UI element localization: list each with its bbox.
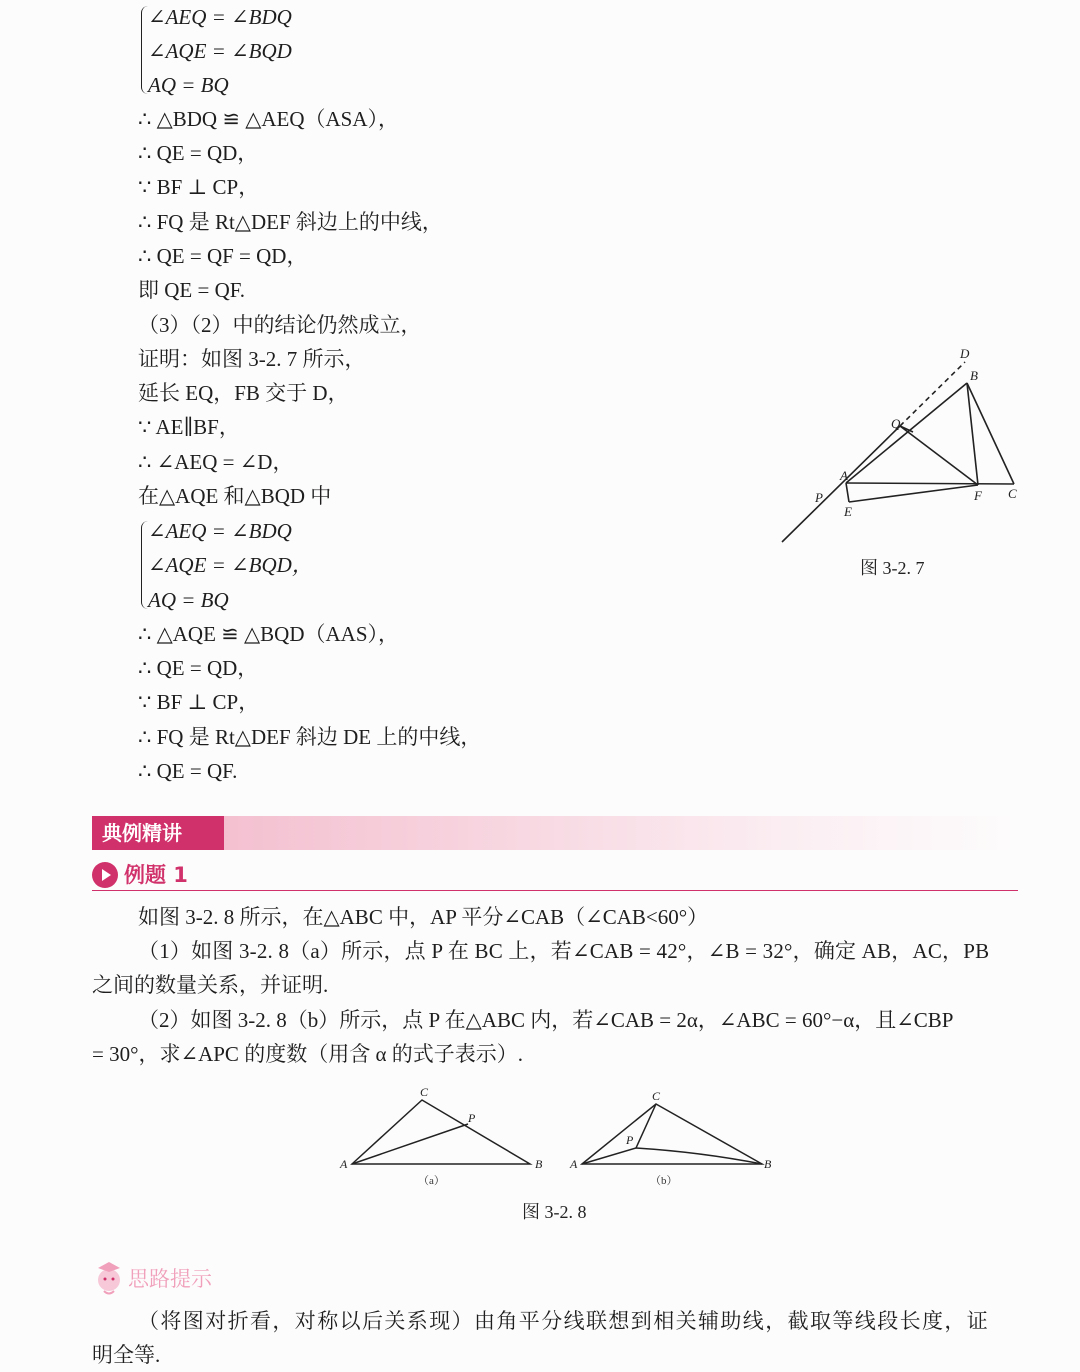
- proof-line: 延长 EQ，FB 交于 D，: [138, 381, 349, 405]
- example-intro: 如图 3-2. 8 所示，在△ABC 中，AP 平分∠CAB（∠CAB<60°）: [138, 905, 709, 929]
- line-bf: [967, 383, 978, 485]
- label-a-b: A: [570, 1157, 578, 1171]
- figure-3-2-7: [770, 340, 1040, 550]
- triangle-b: [582, 1104, 762, 1164]
- line-ab: [846, 383, 967, 483]
- label-e: E: [844, 504, 852, 519]
- proof-line: （3）（2）中的结论仍然成立，: [138, 313, 422, 337]
- question-2-cont: = 30°，求∠APC 的度数（用含 α 的式子表示）.: [92, 1042, 523, 1066]
- play-icon: [92, 862, 118, 888]
- proof-line: ∵ BF ⊥ CP，: [138, 690, 260, 714]
- label-b: B: [970, 368, 978, 383]
- line-qd-dashed: [900, 362, 965, 426]
- line-bc: [967, 383, 1014, 484]
- label-c-b: C: [652, 1089, 661, 1103]
- hint-text: （将图对折看，对称以后关系现）由角平分线联想到相关辅助线，截取等线段长度，证: [138, 1309, 990, 1333]
- question-1: （1）如图 3-2. 8（a）所示，点 P 在 BC 上，若∠CAB = 42°，∠B = 32°，确定 AB，AC，PB: [138, 939, 990, 963]
- example-heading: [92, 860, 1018, 891]
- line-qf: [900, 426, 978, 485]
- proof-line: ∵ AE∥BF，: [138, 415, 240, 439]
- example-label: 例题 1: [124, 863, 188, 887]
- label-a-a: A: [340, 1157, 348, 1171]
- line-ae: [846, 483, 849, 502]
- figure-3-2-8: [330, 1082, 790, 1192]
- line-ap-b: [582, 1148, 636, 1164]
- bisector-ap-a: [352, 1124, 468, 1164]
- proof-line: ∴ ∠AEQ = ∠D，: [138, 450, 294, 474]
- line-bp-b: [636, 1148, 762, 1164]
- label-c: C: [1008, 486, 1017, 501]
- proof-line: ∴ △AQE ≌ △BQD（AAS），: [138, 622, 400, 646]
- equation-line: AQ = BQ: [148, 73, 229, 97]
- figure-caption: 图 3-2. 8: [522, 1202, 587, 1222]
- line-ac: [846, 483, 1014, 484]
- equation-line: ∠AQE = ∠BQD: [148, 39, 292, 63]
- label-a: A: [840, 468, 848, 483]
- label-p: P: [815, 490, 823, 505]
- hint-icon: [92, 1258, 126, 1298]
- proof-line: 证明：如图 3-2. 7 所示，: [138, 347, 366, 371]
- section-title: 典例精讲: [92, 816, 224, 850]
- question-1-cont: 之间的数量关系，并证明.: [92, 973, 329, 997]
- proof-line: ∴ FQ 是 Rt△DEF 斜边 DE 上的中线，: [138, 725, 482, 749]
- proof-line: ∴ △BDQ ≌ △AEQ（ASA），: [138, 107, 400, 131]
- hint-text-cont: 明全等.: [92, 1343, 161, 1367]
- sublabel-b: （b）: [650, 1175, 678, 1187]
- equation-line: ∠AQE = ∠BQD，: [148, 553, 313, 577]
- label-d: D: [960, 346, 970, 361]
- label-b-a: B: [535, 1157, 543, 1171]
- label-q: Q: [891, 416, 901, 431]
- hint-label: 思路提示: [128, 1267, 212, 1291]
- equation-line: AQ = BQ: [148, 588, 229, 612]
- equation-line: ∠AEQ = ∠BDQ: [148, 519, 292, 543]
- equation-line: ∠AEQ = ∠BDQ: [148, 5, 292, 29]
- sublabel-a: （a）: [418, 1175, 445, 1187]
- label-b-b: B: [764, 1157, 772, 1171]
- section-bar: [92, 816, 1020, 850]
- label-c-a: C: [420, 1085, 429, 1099]
- proof-line: 即 QE = QF.: [138, 278, 245, 302]
- label-f: F: [974, 488, 982, 503]
- label-p-a: P: [468, 1111, 476, 1125]
- proof-line: ∴ QE = QD，: [138, 141, 259, 165]
- label-p-b: P: [626, 1133, 634, 1147]
- proof-line: ∴ QE = QF.: [138, 759, 238, 783]
- proof-line: 在△AQE 和△BQD 中: [138, 484, 332, 508]
- question-2: （2）如图 3-2. 8（b）所示，点 P 在△ABC 内，若∠CAB = 2α，∠ABC = 60°−α，且∠CBP: [138, 1008, 954, 1032]
- proof-line: ∴ FQ 是 Rt△DEF 斜边上的中线，: [138, 210, 443, 234]
- proof-line: ∵ BF ⊥ CP，: [138, 175, 260, 199]
- proof-line: ∴ QE = QD，: [138, 656, 259, 680]
- figure-caption: 图 3-2. 7: [860, 558, 925, 578]
- line-cp-b: [636, 1104, 656, 1148]
- proof-line: ∴ QE = QF = QD，: [138, 244, 308, 268]
- line-ef: [849, 485, 978, 502]
